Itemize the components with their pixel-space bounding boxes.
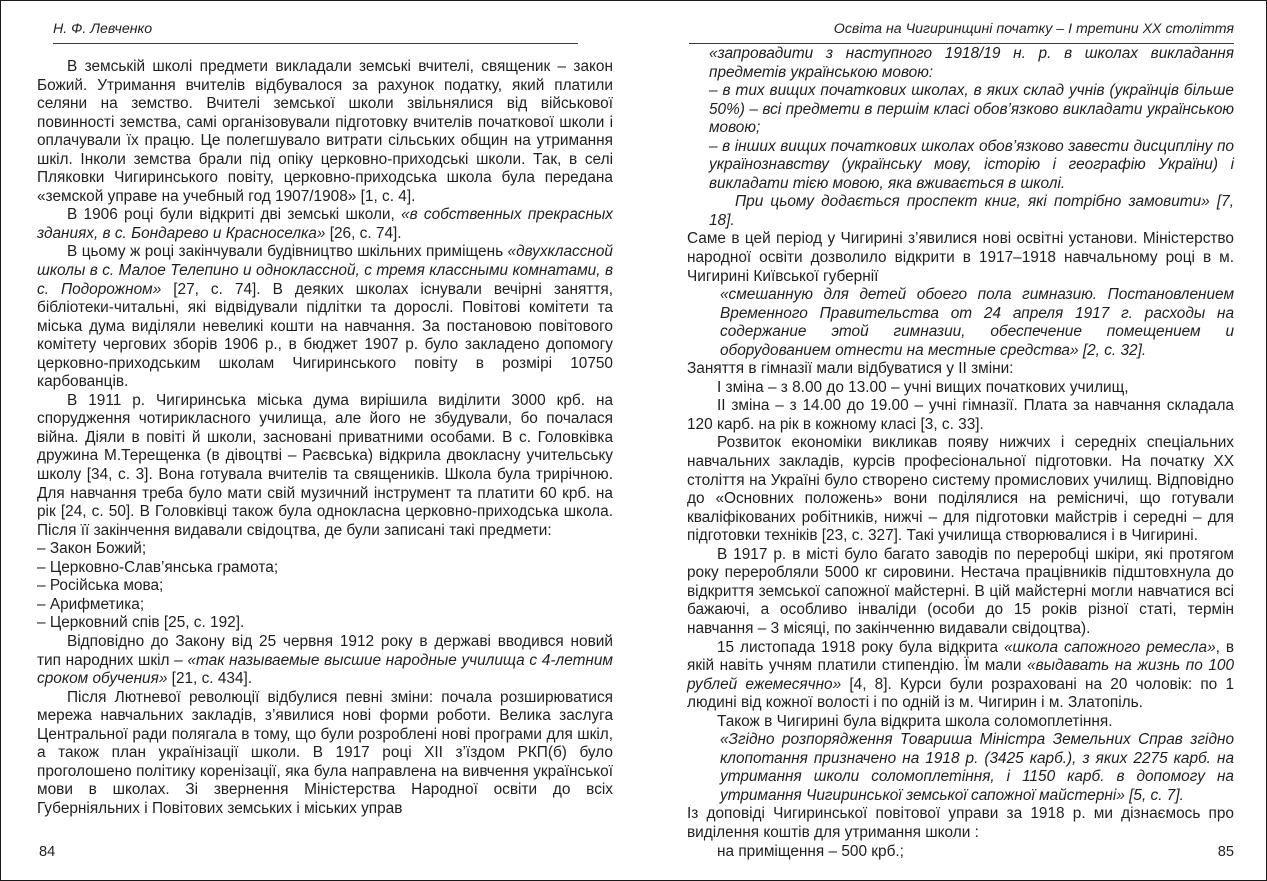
text-run: [21, с. 434]. bbox=[167, 670, 253, 688]
text-run: І зміна – з 8.00 до 13.00 – учні вищих початкових училищ, bbox=[717, 378, 1129, 396]
list-item bbox=[37, 559, 613, 578]
running-head-author: Н. Ф. Левченко bbox=[53, 21, 578, 44]
text-run: Заняття в гімназії мали відбуватися у ІІ зміни: bbox=[687, 360, 1014, 378]
text-run: Після Лютневої революції відбулися певні зміни: почала розширюватися мережа навчальних закладів, з’явилися нові форми роботи. Велика заслуга Центральної ради полягала в тому, що були розроблені нові програми для шкіл, а також план українізації школи. В 1917 році ХІІ з’їздом РКП(б) було проголошено політику коренізації, яка була направлена на вивчення української мови в школах. Зі звернення Міністерства Народної освіти до всіх Губерніяльних і Повітових земських і міських управ bbox=[37, 688, 613, 817]
text-run: [27, с. 74]. В деяких школах існували вечірні заняття, бібліотеки-читальні, які відвідували підлітки та дорослі. Повітові комітети та міська дума виділяли невеликі кошти на навчання. За постановою повітового комітету чергових зборів 1906 р., в бюджет 1907 р. було закладено допомогу церковно-приходським школам Чигиринського повіту в розмірі 10750 карбованців. bbox=[37, 280, 613, 391]
paragraph bbox=[687, 639, 1234, 713]
page-left-body bbox=[37, 58, 613, 818]
text-run: «школа сапожного ремесла» bbox=[1004, 638, 1216, 656]
list-item bbox=[37, 540, 613, 559]
text-run: Із доповіді Чигиринської повітової управи за 1918 р. ми дізнаємось про виділення коштів для утримання школи : bbox=[687, 805, 1234, 841]
text-run: «Згідно розпорядження Товариша Міністра Земельних Справ згідно клопотання призначено на 1918 р. (3425 карб.), з яких 2275 карб. на утримання школи соломоплетіння, і 1150 карб. в допомогу на утримання Чигиринської земської сапожної майстерні» [5, с. 7]. bbox=[720, 731, 1234, 804]
quote-paragraph bbox=[720, 731, 1234, 805]
text-run: Розвиток економіки викликав появу нижчих і середніх спеціальних навчальних закладів, курсів професіональної підготовки. На початку ХХ століття на Україні було створено систему промислових училищ. Відповідно до «Основних положень» вони поділялися на ремісничі, що готували кваліфікованих робітників, нижчі – для підготовки майстрів і середні – для підготовки техніків [23, с. 327]. Такі училища створювалися і в Чигирині. bbox=[687, 434, 1234, 545]
quote-paragraph bbox=[709, 82, 1234, 138]
list-item bbox=[37, 596, 613, 615]
text-run: В 1906 році були відкриті дві земські школи, bbox=[67, 206, 402, 224]
text-run: «запровадити з наступного 1918/19 н. р. в школах викладання предметів українською мовою: bbox=[709, 45, 1234, 81]
text-run: [4, 8]. Курси були розраховані на 20 чоловік: по 1 людині від кожної волості і по одній із м. Чигирин і м. Златопіль. bbox=[687, 675, 1234, 712]
text-run: В земській школі предмети викладали земські вчителі, священик – закон Божий. Утримання вчителів відбувалося за рахунок податку, який платили селяни на земство. Вчителі земської школи звільнялися від військової повинності земства, самі організовували підготовку вчителів початкової школи і оплачували їх працю. Це полегшувало витрати сільських общин на утримання шкіл. Інколи земства брали під опіку церковно-приходські школи. Так, в селі Пляковки Чигиринського повіту, церковно-приходська школа була передана «земской управе на учебный год 1907/1908» [1, с. 4]. bbox=[37, 58, 613, 205]
text-run: , в якій навіть учням платили стипендію. Їм мали bbox=[687, 638, 1235, 675]
text-run: В 1911 р. Чигиринська міська дума вирішила виділити 3000 крб. на спорудження чотирикласного училища, але його не збудували, бо почалася війна. Діяли в повіті й школи, засновані приватними особами. В с. Головківка дружина М.Терещенка (в дівоцтві – Раєвська) відкрила двокласну учительську школу [34, с. 3]. Вона готувала вчителів та священиків. Школа була трирічною. Для навчання треба було мати свій музичний інструмент та платити 60 крб. на рік [24, с. 50]. В Головківці також була однокласна церковно-приходська школа. Після її закінчення видавали свідоцтва, де були записані такі предмети: bbox=[37, 391, 613, 539]
paragraph bbox=[687, 713, 1234, 732]
list-item bbox=[37, 614, 613, 633]
paragraph bbox=[37, 243, 613, 391]
text-run: Відповідно до Закону від 25 червня 1912 року в державі вводився новий тип народних шкіл – bbox=[37, 632, 613, 669]
running-head-article-title: Освіта на Чигиринщині початку – І третини ХХ століття bbox=[689, 21, 1234, 44]
paragraph bbox=[37, 633, 613, 689]
text-run: «так называемые высшие народные училища с 4-летним сроком обучения» bbox=[37, 651, 613, 688]
text-run: «выдавать на жизнь по 100 рублей ежемесячно» bbox=[687, 657, 1235, 693]
text-run: «смешанную для детей обоего пола гимназию. Постановлением Временного Правительства от 24 апреля 1917 г. расходы на содержание этой гимназии, обеспечение помещением и оборудованием отнести на местные средства» [2, с. 32]. bbox=[720, 286, 1234, 359]
paragraph bbox=[687, 805, 1234, 842]
paragraph bbox=[37, 58, 613, 206]
text-run: Саме в цей період у Чигирині з’явилися нові освітні установи. Міністерство народної освіти дозволило відкрити в 1917–1918 навчальному році в м. Чигирині Київської губернії bbox=[687, 230, 1234, 285]
text-run: [26, с. 74]. bbox=[325, 224, 402, 242]
text-run: Також в Чигирині була відкрита школа соломоплетіння. bbox=[717, 712, 1113, 730]
text-run: – Російська мова; bbox=[37, 577, 164, 595]
quote-paragraph bbox=[720, 286, 1234, 360]
text-run: – в інших вищих початкових школах обов’язково завести дисципліну по українознавству (українську мову, історію і географію України) і викладати тією мовою, яка вживається в школі. bbox=[709, 137, 1234, 192]
paragraph bbox=[37, 392, 613, 540]
paragraph bbox=[687, 546, 1234, 639]
text-run: на приміщення – 500 крб.; bbox=[717, 842, 904, 860]
text-run: При цьому додається проспект книг, які потрібно замовити» [7, 18]. bbox=[709, 193, 1234, 229]
text-run: – в тих вищих початкових школах, в яких склад учнів (українців більше 50%) – всі предмети в першім класі обов’язково викладати українською мовою; bbox=[709, 82, 1234, 137]
quote-paragraph bbox=[709, 193, 1234, 230]
paragraph bbox=[687, 230, 1234, 286]
text-run: В 1917 р. в місті було багато заводів по переробці шкіри, які протягом року переробляли 5000 кг сировини. Нестача працівників підштовхнула до відкриття земської сапожної майстерні. В цій майстерні могли навчатися всі бажаючі, а особливо інваліди (особи до 15 років різної статі, термін навчання – 3 місяці, по закінченню видавали свідоцтва). bbox=[687, 545, 1234, 637]
page-number-right: 85 bbox=[1217, 844, 1234, 860]
page-number-left: 84 bbox=[39, 844, 56, 860]
text-run: 15 листопада 1918 року була відкрита bbox=[717, 638, 1004, 656]
text-run: «двухклассной школы в с. Малое Телепино и одноклассной, с тремя классными комнатами, в с. Подорожном» bbox=[37, 243, 613, 298]
text-run: – Арифметика; bbox=[37, 595, 145, 613]
text-run: ІІ зміна – з 14.00 до 19.00 – учні гімназії. Плата за навчання складала 120 карб. на рік в кожному класі [3, с. 33]. bbox=[687, 397, 1234, 433]
text-run: – Церковно-Слав’янська грамота; bbox=[37, 558, 279, 576]
list-item bbox=[37, 577, 613, 596]
page-right-body bbox=[687, 45, 1234, 861]
text-run: – Закон Божий; bbox=[37, 540, 147, 558]
paragraph bbox=[37, 689, 613, 819]
paragraph bbox=[687, 434, 1234, 545]
quote-paragraph bbox=[709, 45, 1234, 82]
text-run: – Церковний спів [25, с. 192]. bbox=[37, 614, 245, 632]
paragraph bbox=[37, 206, 613, 243]
text-run: «в собственных прекрасных зданиях, в с. Бондарево и Красноселка» bbox=[37, 206, 613, 242]
quote-paragraph bbox=[709, 138, 1234, 194]
text-run: В цьому ж році закінчували будівництво шкільних приміщень bbox=[67, 243, 508, 261]
paragraph bbox=[687, 379, 1234, 398]
paragraph bbox=[687, 397, 1234, 434]
paragraph bbox=[687, 360, 1234, 379]
